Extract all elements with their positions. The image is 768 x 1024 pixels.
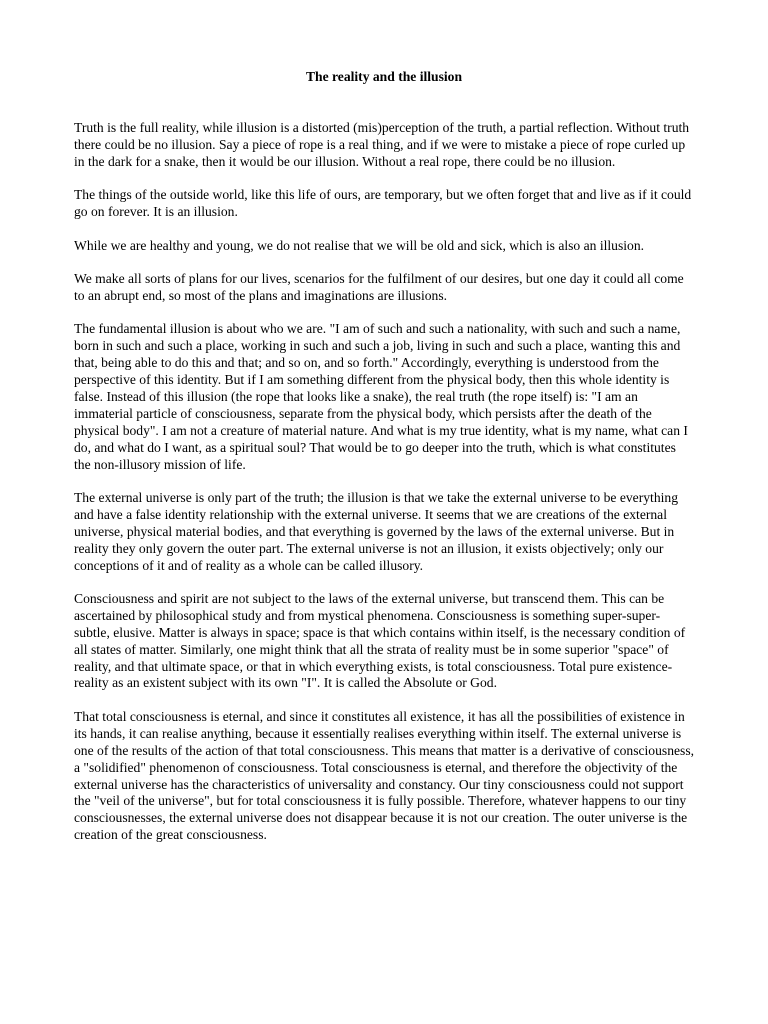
paragraph-1: Truth is the full reality, while illusion is a distorted (mis)perception of the truth, a partial reflection. Without truth there could be no illusion. Say a piece of rope is a real thing, and if we were to mistake a piece of rope curled up in the dark for a snake, then it would be our illusion. Without a real rope, there could be no illusion. [74, 120, 690, 169]
paragraph-8: That total consciousness is eternal, and since it constitutes all existence, it has all the possibilities of existence in its hands, it can realise anything, because it essentially realises everything within itself. The external universe is one of the results of the action of that total consciousness. This means that matter is a derivative of consciousness, a "solidified" phenomenon of consciousness. Total consciousness is eternal, and therefore the objectivity of the external universe has the characteristics of universality and constancy. Our tiny consciousness could not support the "veil of the universe", but for total consciousness it is fully possible. Therefore, whatever happens to our tiny consciousnesses, the external universe does not disappear because it is not our creation. The outer universe is the creation of the great consciousness. [74, 708, 695, 843]
paragraph-5: The fundamental illusion is about who we are. "I am of such and such a nationality, with such and such a name, born in such and such a place, working in such and such a job, living in such and such a place, wanting this and that, being able to do this and that; and so on, and so forth." Accordingly, everything is understood from the perspective of this identity. But if I am something different from the physical body, then this whole identity is false. Instead of this illusion (the rope that looks like a snake), the real truth (the rope itself) is: "I am an immaterial particle of consciousness, separate from the physical body, which persists after the death of the physical body". I am not a creature of material nature. And what is my true identity, what is my name, what can I do, and what do I want, as a spiritual soul? That would be to go deeper into the truth, which is what constitutes the non-illusory mission of life. [74, 321, 688, 472]
document-body [74, 120, 694, 861]
document-title: The reality and the illusion [305, 69, 463, 84]
paragraph-3: While we are healthy and young, we do not realise that we will be old and sick, which is also an illusion. [74, 237, 645, 253]
paragraph-4: We make all sorts of plans for our lives, scenarios for the fulfilment of our desires, but one day it could all come to an abrupt end, so most of the plans and imaginations are illusions. [74, 270, 684, 303]
paragraph-6: The external universe is only part of the truth; the illusion is that we take the external universe to be everything and have a false identity relationship with the external universe. It seems that we are creations of the external universe, physical material bodies, and that everything is governed by the laws of the external universe. But in reality they only govern the outer part. The external universe is not an illusion, it exists objectively; only our conceptions of it and of reality as a whole can be called illusory. [74, 489, 678, 573]
paragraph-7: Consciousness and spirit are not subject to the laws of the external universe, but transcend them. This can be ascertained by philosophical study and from mystical phenomena. Consciousness is something super-super-subtle, elusive. Matter is always in space; space is that which contains within itself, is the necessary condition of all states of matter. Similarly, one might think that all the strata of reality must be in some superior "space" of reality, and that ultimate space, or that in which everything exists, is total consciousness. Total pure existence-reality as an existent subject with its own "I". It is called the Absolute or God. [74, 590, 686, 691]
paragraph-2: The things of the outside world, like this life of ours, are temporary, but we often forget that and live as if it could go on forever. It is an illusion. [74, 187, 692, 220]
